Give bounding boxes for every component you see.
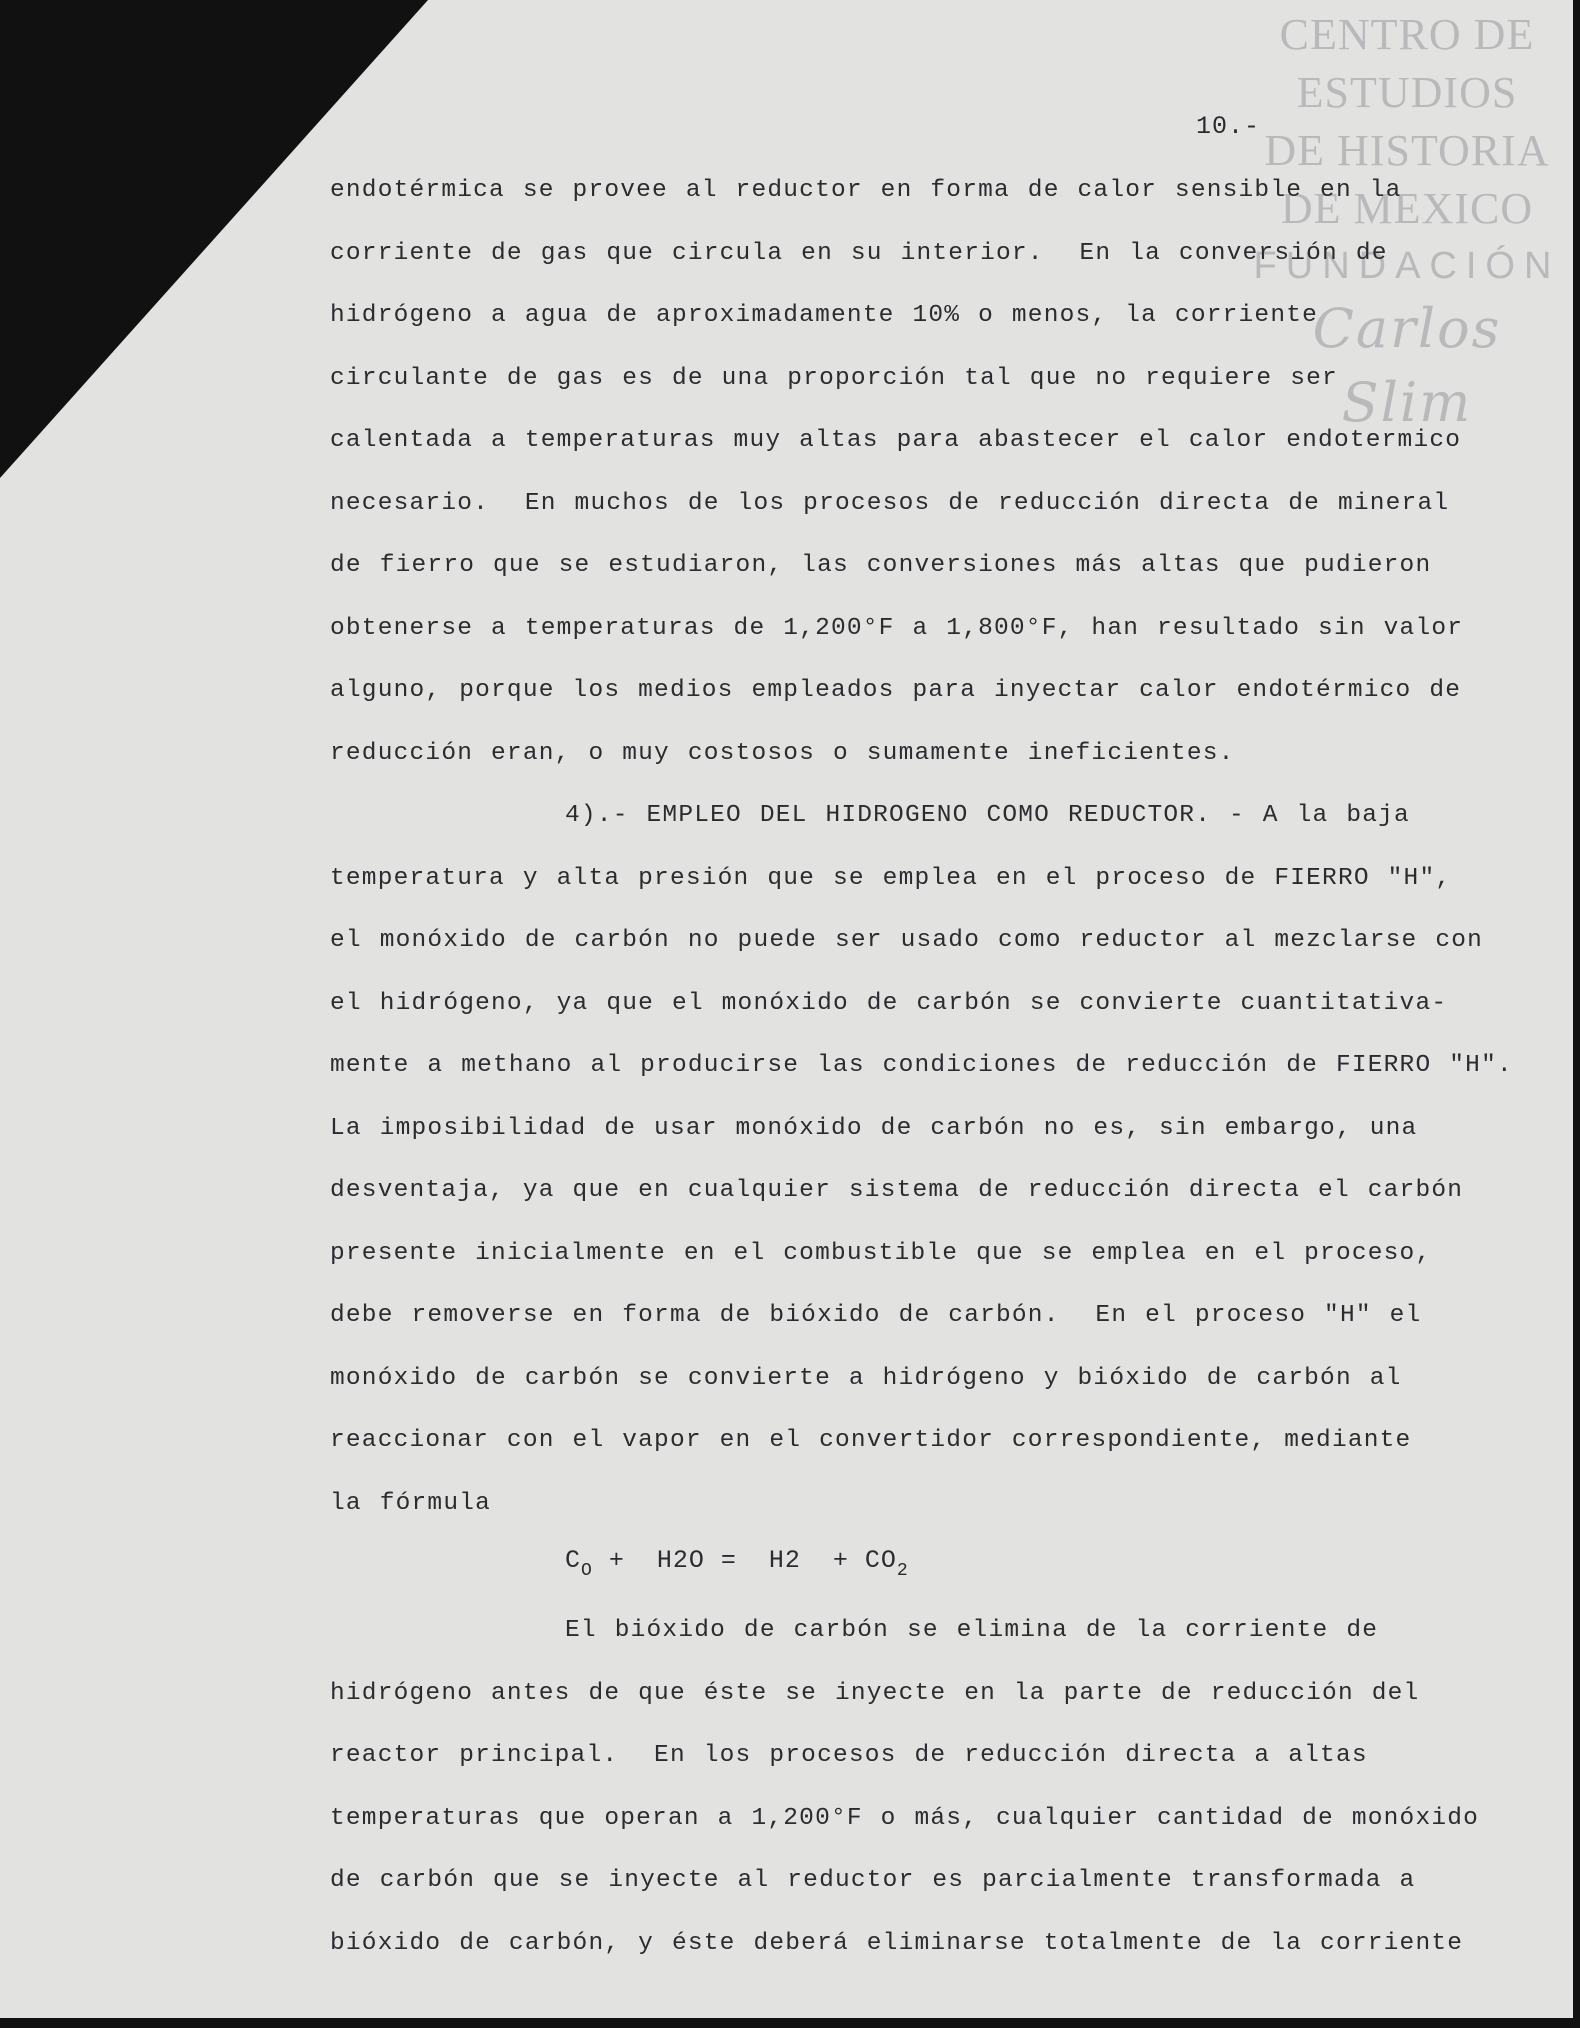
text-line: debe removerse en forma de bióxido de carbón. En el proceso "H" el — [330, 1302, 1422, 1329]
text-line: el monóxido de carbón no puede ser usado como reductor al mezclarse con — [330, 927, 1484, 954]
watermark-signature: Carlos Slim — [1312, 297, 1502, 434]
watermark-line: CENTRO DE — [1279, 10, 1535, 59]
text-line: mente a methano al producirse las condiciones de reducción de FIERRO "H". — [330, 1052, 1513, 1079]
text-line: monóxido de carbón se convierte a hidrógeno y bióxido de carbón al — [330, 1364, 1402, 1392]
text-line: La imposibilidad de usar monóxido de carbón no es, sin embargo, una — [330, 1114, 1418, 1142]
page-number: 10.- — [1196, 112, 1261, 141]
text-line: la fórmula — [330, 1489, 492, 1517]
watermark-line: DE HISTORIA — [1264, 126, 1550, 175]
text-line: hidrógeno antes de que éste se inyecte en la parte de reducción del — [330, 1679, 1420, 1707]
text-line: calentada a temperaturas muy altas para abastecer el calor endotermico — [330, 427, 1462, 454]
text-line: El bióxido de carbón se elimina de la corriente de — [565, 1617, 1379, 1644]
formula-body: + H2O = H2 + CO — [592, 1546, 897, 1575]
watermark-line: DE MEXICO — [1280, 184, 1534, 233]
text-line: de carbón que se inyecte al reductor es parcialmente transformada a — [330, 1867, 1416, 1894]
text-line: reaccionar con el vapor en el convertidor correspondiente, mediante — [330, 1427, 1412, 1454]
text-line: temperatura y alta presión que se emplea en el proceso de FIERRO "H", — [330, 864, 1452, 892]
text-line: de fierro que se estudiaron, las conversiones más altas que pudieron — [330, 552, 1432, 579]
text-line: bióxido de carbón, y éste deberá eliminarse totalmente de la corriente — [330, 1929, 1464, 1957]
formula-co2-subscript: 2 — [896, 1561, 909, 1581]
text-line: alguno, porque los medios empleados para inyectar calor endotérmico de — [330, 677, 1462, 704]
text-line: el hidrógeno, ya que el monóxido de carbón se convierte cuantitativa- — [330, 989, 1448, 1017]
text-line: necesario. En muchos de los procesos de reducción directa de mineral — [330, 489, 1450, 517]
paragraph-hydrogen-reductor — [330, 785, 1513, 1535]
section-heading-line: 4).- EMPLEO DEL HIDROGENO COMO REDUCTOR. - A la baja — [565, 802, 1410, 829]
text-line: desventaja, ya que en cualquier sistema de reducción directa el carbón — [330, 1177, 1464, 1204]
paragraph-endothermic-heat — [330, 160, 1510, 785]
watermark-foundation: FUNDACIÓN — [1253, 245, 1561, 287]
formula-co: C — [565, 1546, 582, 1575]
text-line: reactor principal. En los procesos de reducción directa a altas — [330, 1742, 1368, 1769]
chemical-formula — [565, 1546, 909, 1596]
paragraph-carbon-dioxide — [330, 1600, 1510, 1975]
text-line: corriente de gas que circula en su interior. En la conversión de — [330, 239, 1388, 267]
text-line: reducción eran, o muy costosos o sumamente ineficientes. — [330, 739, 1235, 767]
text-line: presente inicialmente en el combustible que se emplea en el proceso, — [330, 1239, 1432, 1267]
text-line: circulante de gas es de una proporción tal que no requiere ser — [330, 364, 1338, 392]
text-line: temperaturas que operan a 1,200°F o más, cualquier cantidad de monóxido — [330, 1804, 1480, 1832]
text-line: obtenerse a temperaturas de 1,200°F a 1,800°F, han resultado sin valor — [330, 614, 1464, 642]
text-line: endotérmica se provee al reductor en forma de calor sensible en la — [330, 177, 1402, 204]
watermark-line: ESTUDIOS — [1296, 68, 1518, 117]
text-line: hidrógeno a agua de aproximadamente 10% o menos, la corriente — [330, 302, 1319, 329]
formula-co-subscript: O — [581, 1561, 593, 1581]
